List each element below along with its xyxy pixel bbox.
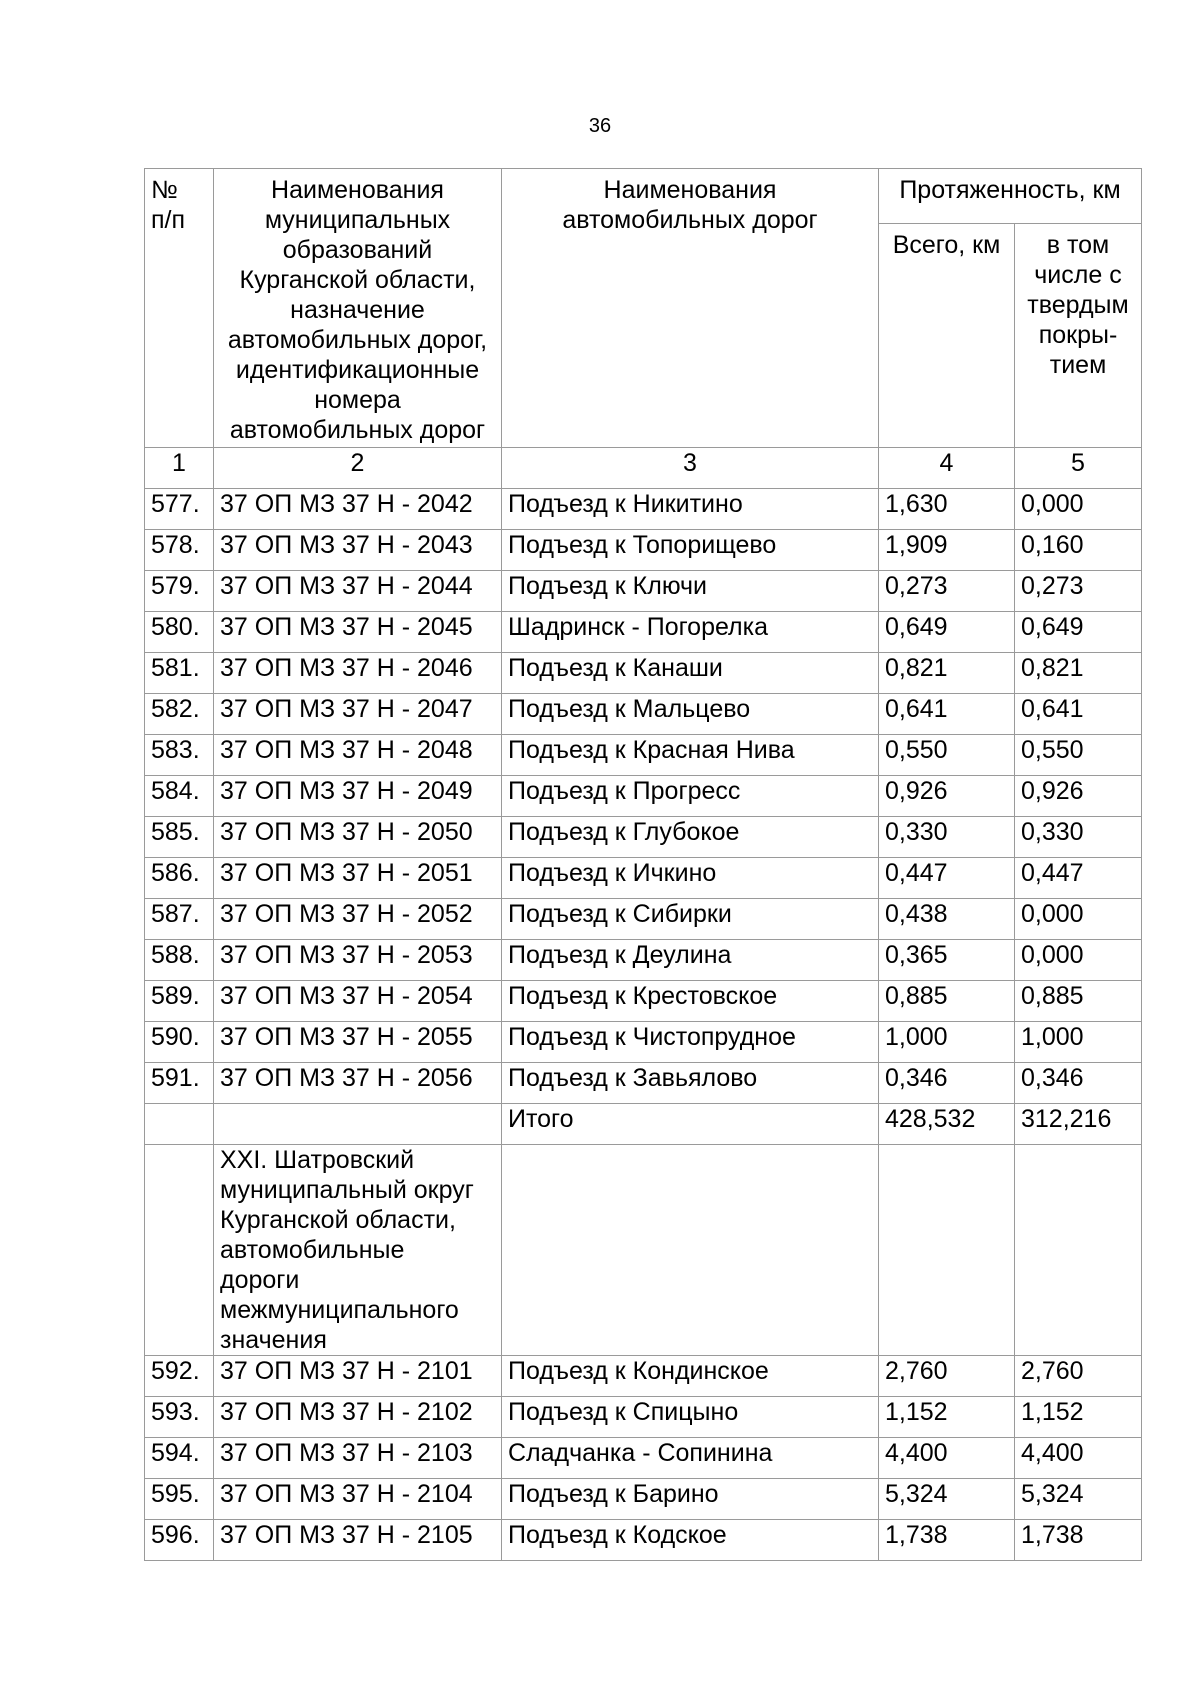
header-col-road-name: Наименования автомобильных дорог xyxy=(502,169,879,448)
table-row xyxy=(145,694,1142,735)
length-total: 1,152 xyxy=(879,1397,1015,1438)
length-paved: 4,400 xyxy=(1015,1438,1142,1479)
row-number: 582. xyxy=(145,694,214,735)
length-paved: 5,324 xyxy=(1015,1479,1142,1520)
column-number: 2 xyxy=(214,448,502,489)
length-total: 0,649 xyxy=(879,612,1015,653)
header-col-municipality: Наименования муниципальных образований Курганской области, назначение автомобильных дорог, идентификационные номера автомобильных дорог xyxy=(214,169,502,448)
length-paved: 0,000 xyxy=(1015,940,1142,981)
table-row xyxy=(145,776,1142,817)
road-id: 37 ОП МЗ 37 Н - 2052 xyxy=(214,899,502,940)
table-row xyxy=(145,1022,1142,1063)
road-name: Подъезд к Глубокое xyxy=(502,817,879,858)
road-name: Подъезд к Красная Нива xyxy=(502,735,879,776)
road-name: Подъезд к Крестовское xyxy=(502,981,879,1022)
header-row xyxy=(145,169,1142,224)
road-name: Подъезд к Сибирки xyxy=(502,899,879,940)
length-total: 2,760 xyxy=(879,1356,1015,1397)
table-row xyxy=(145,489,1142,530)
length-total: 1,000 xyxy=(879,1022,1015,1063)
road-id: 37 ОП МЗ 37 Н - 2047 xyxy=(214,694,502,735)
length-paved: 0,346 xyxy=(1015,1063,1142,1104)
length-total: 428,532 xyxy=(879,1104,1015,1145)
row-number: 596. xyxy=(145,1520,214,1561)
length-paved: 0,330 xyxy=(1015,817,1142,858)
road-id: 37 ОП МЗ 37 Н - 2103 xyxy=(214,1438,502,1479)
row-number: 593. xyxy=(145,1397,214,1438)
table-row xyxy=(145,817,1142,858)
road-id: 37 ОП МЗ 37 Н - 2043 xyxy=(214,530,502,571)
length-total: 0,641 xyxy=(879,694,1015,735)
length-total: 1,738 xyxy=(879,1520,1015,1561)
header-col-total: Всего, км xyxy=(879,223,1015,447)
row-number: 587. xyxy=(145,899,214,940)
header-col-number: № п/п xyxy=(145,169,214,448)
row-number: 586. xyxy=(145,858,214,899)
length-paved: 0,649 xyxy=(1015,612,1142,653)
road-id: 37 ОП МЗ 37 Н - 2054 xyxy=(214,981,502,1022)
road-name: Подъезд к Спицыно xyxy=(502,1397,879,1438)
length-paved: 0,885 xyxy=(1015,981,1142,1022)
road-id: 37 ОП МЗ 37 Н - 2050 xyxy=(214,817,502,858)
table-row xyxy=(145,1356,1142,1397)
road-name: Подъезд к Кондинское xyxy=(502,1356,879,1397)
length-total: 0,273 xyxy=(879,571,1015,612)
table-row xyxy=(145,1479,1142,1520)
length-paved: 1,152 xyxy=(1015,1397,1142,1438)
road-name: Итого xyxy=(502,1104,879,1145)
length-paved: 0,447 xyxy=(1015,858,1142,899)
table-row xyxy=(145,530,1142,571)
road-name: Подъезд к Барино xyxy=(502,1479,879,1520)
empty-cell xyxy=(502,1145,879,1356)
header-col-length-group: Протяженность, км xyxy=(879,169,1142,224)
road-name: Подъезд к Канаши xyxy=(502,653,879,694)
length-paved: 1,000 xyxy=(1015,1022,1142,1063)
road-name: Подъезд к Завьялово xyxy=(502,1063,879,1104)
page-number: 36 xyxy=(588,115,612,137)
road-id: 37 ОП МЗ 37 Н - 2102 xyxy=(214,1397,502,1438)
length-paved: 2,760 xyxy=(1015,1356,1142,1397)
table-row xyxy=(145,899,1142,940)
row-number: 589. xyxy=(145,981,214,1022)
length-total: 0,365 xyxy=(879,940,1015,981)
table-row xyxy=(145,858,1142,899)
length-total: 0,926 xyxy=(879,776,1015,817)
road-name: Подъезд к Прогресс xyxy=(502,776,879,817)
column-number: 3 xyxy=(502,448,879,489)
length-paved: 0,550 xyxy=(1015,735,1142,776)
column-number: 1 xyxy=(145,448,214,489)
table-row xyxy=(145,653,1142,694)
row-number: 581. xyxy=(145,653,214,694)
road-name: Подъезд к Ичкино xyxy=(502,858,879,899)
road-name: Подъезд к Топорищево xyxy=(502,530,879,571)
row-number: 595. xyxy=(145,1479,214,1520)
road-name: Подъезд к Кодское xyxy=(502,1520,879,1561)
row-number xyxy=(145,1104,214,1145)
length-paved: 0,821 xyxy=(1015,653,1142,694)
row-number: 592. xyxy=(145,1356,214,1397)
length-paved: 0,641 xyxy=(1015,694,1142,735)
length-total: 0,330 xyxy=(879,817,1015,858)
table-row xyxy=(145,1063,1142,1104)
road-id: 37 ОП МЗ 37 Н - 2048 xyxy=(214,735,502,776)
table-row xyxy=(145,1397,1142,1438)
road-id: 37 ОП МЗ 37 Н - 2042 xyxy=(214,489,502,530)
road-id: 37 ОП МЗ 37 Н - 2101 xyxy=(214,1356,502,1397)
length-total: 5,324 xyxy=(879,1479,1015,1520)
road-id: 37 ОП МЗ 37 Н - 2049 xyxy=(214,776,502,817)
row-number: 577. xyxy=(145,489,214,530)
column-number: 4 xyxy=(879,448,1015,489)
road-name: Подъезд к Ключи xyxy=(502,571,879,612)
header-col-paved: в том числе с твердым покры- тием xyxy=(1015,223,1142,447)
row-number: 578. xyxy=(145,530,214,571)
empty-cell xyxy=(145,1145,214,1356)
length-total: 4,400 xyxy=(879,1438,1015,1479)
roads-table xyxy=(144,168,1142,1561)
road-name: Шадринск - Погорелка xyxy=(502,612,879,653)
length-paved: 0,160 xyxy=(1015,530,1142,571)
length-paved: 0,000 xyxy=(1015,489,1142,530)
length-paved: 0,000 xyxy=(1015,899,1142,940)
row-number: 594. xyxy=(145,1438,214,1479)
length-total: 0,438 xyxy=(879,899,1015,940)
road-id: 37 ОП МЗ 37 Н - 2051 xyxy=(214,858,502,899)
table-row xyxy=(145,571,1142,612)
empty-cell xyxy=(879,1145,1015,1356)
row-number: 583. xyxy=(145,735,214,776)
length-total: 0,447 xyxy=(879,858,1015,899)
row-number: 585. xyxy=(145,817,214,858)
total-row xyxy=(145,1104,1142,1145)
length-paved: 0,273 xyxy=(1015,571,1142,612)
road-name: Подъезд к Деулина xyxy=(502,940,879,981)
row-number: 591. xyxy=(145,1063,214,1104)
road-name: Подъезд к Никитино xyxy=(502,489,879,530)
empty-cell xyxy=(1015,1145,1142,1356)
length-total: 1,630 xyxy=(879,489,1015,530)
length-total: 0,346 xyxy=(879,1063,1015,1104)
column-number-row xyxy=(145,448,1142,489)
road-id: 37 ОП МЗ 37 Н - 2056 xyxy=(214,1063,502,1104)
row-number: 590. xyxy=(145,1022,214,1063)
length-total: 0,821 xyxy=(879,653,1015,694)
section-heading-row xyxy=(145,1145,1142,1356)
road-id: 37 ОП МЗ 37 Н - 2105 xyxy=(214,1520,502,1561)
column-number: 5 xyxy=(1015,448,1142,489)
table-row xyxy=(145,1438,1142,1479)
length-paved: 312,216 xyxy=(1015,1104,1142,1145)
road-id: 37 ОП МЗ 37 Н - 2053 xyxy=(214,940,502,981)
row-number: 588. xyxy=(145,940,214,981)
row-number: 580. xyxy=(145,612,214,653)
road-id: 37 ОП МЗ 37 Н - 2046 xyxy=(214,653,502,694)
table-row xyxy=(145,1520,1142,1561)
table-row xyxy=(145,940,1142,981)
length-total: 0,885 xyxy=(879,981,1015,1022)
table-row xyxy=(145,612,1142,653)
road-name: Сладчанка - Сопинина xyxy=(502,1438,879,1479)
road-name: Подъезд к Чистопрудное xyxy=(502,1022,879,1063)
table-row xyxy=(145,981,1142,1022)
road-id: 37 ОП МЗ 37 Н - 2055 xyxy=(214,1022,502,1063)
section-heading: XXI. Шатровский муниципальный округ Курганской области, автомобильные дороги межмуниципального значения xyxy=(214,1145,502,1356)
road-id: 37 ОП МЗ 37 Н - 2045 xyxy=(214,612,502,653)
road-name: Подъезд к Мальцево xyxy=(502,694,879,735)
length-total: 0,550 xyxy=(879,735,1015,776)
table-row xyxy=(145,735,1142,776)
row-number: 579. xyxy=(145,571,214,612)
length-total: 1,909 xyxy=(879,530,1015,571)
road-id: 37 ОП МЗ 37 Н - 2044 xyxy=(214,571,502,612)
road-id: 37 ОП МЗ 37 Н - 2104 xyxy=(214,1479,502,1520)
length-paved: 1,738 xyxy=(1015,1520,1142,1561)
row-number: 584. xyxy=(145,776,214,817)
road-id xyxy=(214,1104,502,1145)
length-paved: 0,926 xyxy=(1015,776,1142,817)
